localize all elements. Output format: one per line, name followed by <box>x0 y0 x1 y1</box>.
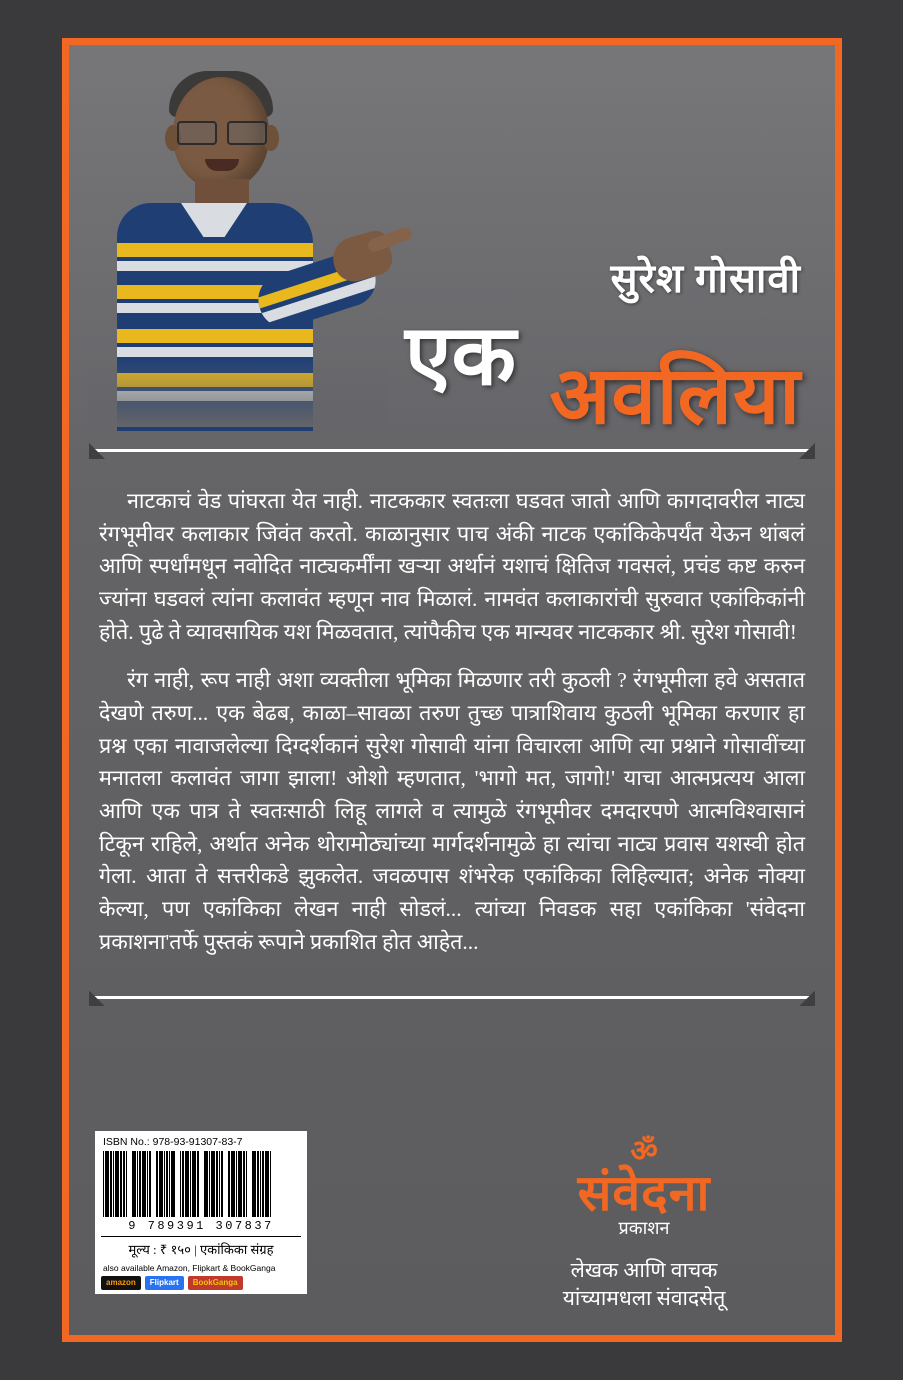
photo-fade-overlay <box>87 357 387 427</box>
isbn-and-stores <box>95 1131 307 1294</box>
blurb-paragraph: रंग नाही, रूप नाही अशा व्यक्तीला भूमिका मिळणार तरी कुठली ? रंगभूमीला हवे असतात देखणे तरुण... एक बेढब, काळा–सावळा तरुण तुच्छ पात्राशिवाय कुठली भूमिका करणार हा प्रश्न एका नावाजलेल्या दिग्दर्शकानं सुरेश गोसावी यांना विचारला आणि त्या प्रश्नाने गोसावींच्या मनातला कलावंत जागा झाला! ओशो म्हणतात, 'भागो मत, जागो!' याचा आत्मप्रत्यय आला आणि एक पात्र ते स्वतःसाठी लिहू लागले व त्यामुळे रंगभूमीवर दमदारपणे आत्मविश्वासानं टिकून राहिले, अर्थात अनेक थोरामोठ्यांच्या मार्गदर्शनामुळे हा त्यांचा नाट्य प्रवास यशस्वी होत गेला. आता ते सत्तरीकडे झुकलेत. जवळपास शंभरेक एकांकिका लिहिल्यात; अनेक नोक्या केल्या, पण एकांकिका लेखन नाही सोडलं... त्यांच्या निवडक सहा एकांकिका 'संवेदना प्रकाशना'तर्फे पुस्तकं रूपाने प्रकाशित होत आहेत... <box>99 668 805 954</box>
bookganga-badge[interactable] <box>188 1276 243 1290</box>
bottom-divider <box>89 990 815 1008</box>
store-badges <box>101 1276 301 1290</box>
cover-footer <box>69 1121 835 1335</box>
shirt-stripe <box>117 243 313 257</box>
publisher-block <box>479 1131 809 1312</box>
shirt-stripe <box>117 347 313 357</box>
shirt-stripe <box>117 261 313 271</box>
book-title <box>371 301 801 451</box>
availability-note: also available Amazon, Flipkart & BookGanga <box>103 1263 276 1273</box>
amazon-label: amazon <box>106 1278 136 1287</box>
blurb-paragraph: नाटकाचं वेड पांघरता येत नाही. नाटककार स्वतःला घडवत जातो आणि कागदावरील नाट्य रंगभूमीवर कलाकार जिवंत करतो. काळानुसार पाच अंकी नाटक एकांकिकेपर्यंत येऊन थांबलं आणि स्पर्धांमधून नवोदित नाट्यकर्मींना खऱ्या अर्थानं यशाचं क्षितिज गवसलं, प्रचंड कष्ट करुन ज्यांना घडवलं त्यांना कलावंत म्हणून नाव मिळालं. नामवंत कलाकारांची सुरुवात एकांकिकांनी होते. पुढे ते व्यावसायिक यश मिळवतात, त्यांपैकीच एक मान्यवर नाटककार श्री. सुरेश गोसावी! <box>99 489 805 644</box>
isbn-barcode-box <box>95 1131 307 1294</box>
publisher-tagline-line1: लेखक आणि वाचक <box>570 1257 718 1282</box>
book-title-part1: एक <box>405 310 516 403</box>
divider-line <box>89 449 815 452</box>
amazon-badge[interactable] <box>101 1276 141 1290</box>
top-divider <box>89 443 815 461</box>
publisher-tagline-line2: यांच्यामधला संवादसेतू <box>562 1285 726 1310</box>
cover-orange-frame <box>62 38 842 1342</box>
price-and-genre: मूल्य : ₹ १५० | एकांकिका संग्रह <box>101 1236 301 1258</box>
publisher-name: संवेदना <box>577 1165 711 1221</box>
shirt-collar <box>181 203 247 237</box>
author-photo <box>87 67 387 427</box>
eyeglasses-icon <box>175 121 269 141</box>
shirt-stripe <box>117 329 313 343</box>
barcode-image <box>103 1151 299 1217</box>
om-icon: ॐ <box>630 1135 658 1168</box>
book-title-part2: अवलिया <box>549 353 801 441</box>
flipkart-badge[interactable]: Flipkart <box>145 1276 184 1290</box>
cover-header-band <box>69 45 835 441</box>
publisher-subtitle: प्रकाशन <box>618 1217 670 1238</box>
divider-line <box>89 996 815 999</box>
bookganga-label: BookGanga <box>192 1278 238 1287</box>
title-block <box>371 256 801 451</box>
author-name: सुरेश गोसावी <box>610 256 801 301</box>
cover-inner <box>69 45 835 1335</box>
isbn-label: ISBN No.: 978-93-91307-83-7 <box>103 1136 243 1148</box>
barcode-number: 9 789391 307837 <box>128 1219 274 1233</box>
publisher-tagline <box>479 1256 809 1313</box>
back-cover-blurb <box>69 461 835 984</box>
